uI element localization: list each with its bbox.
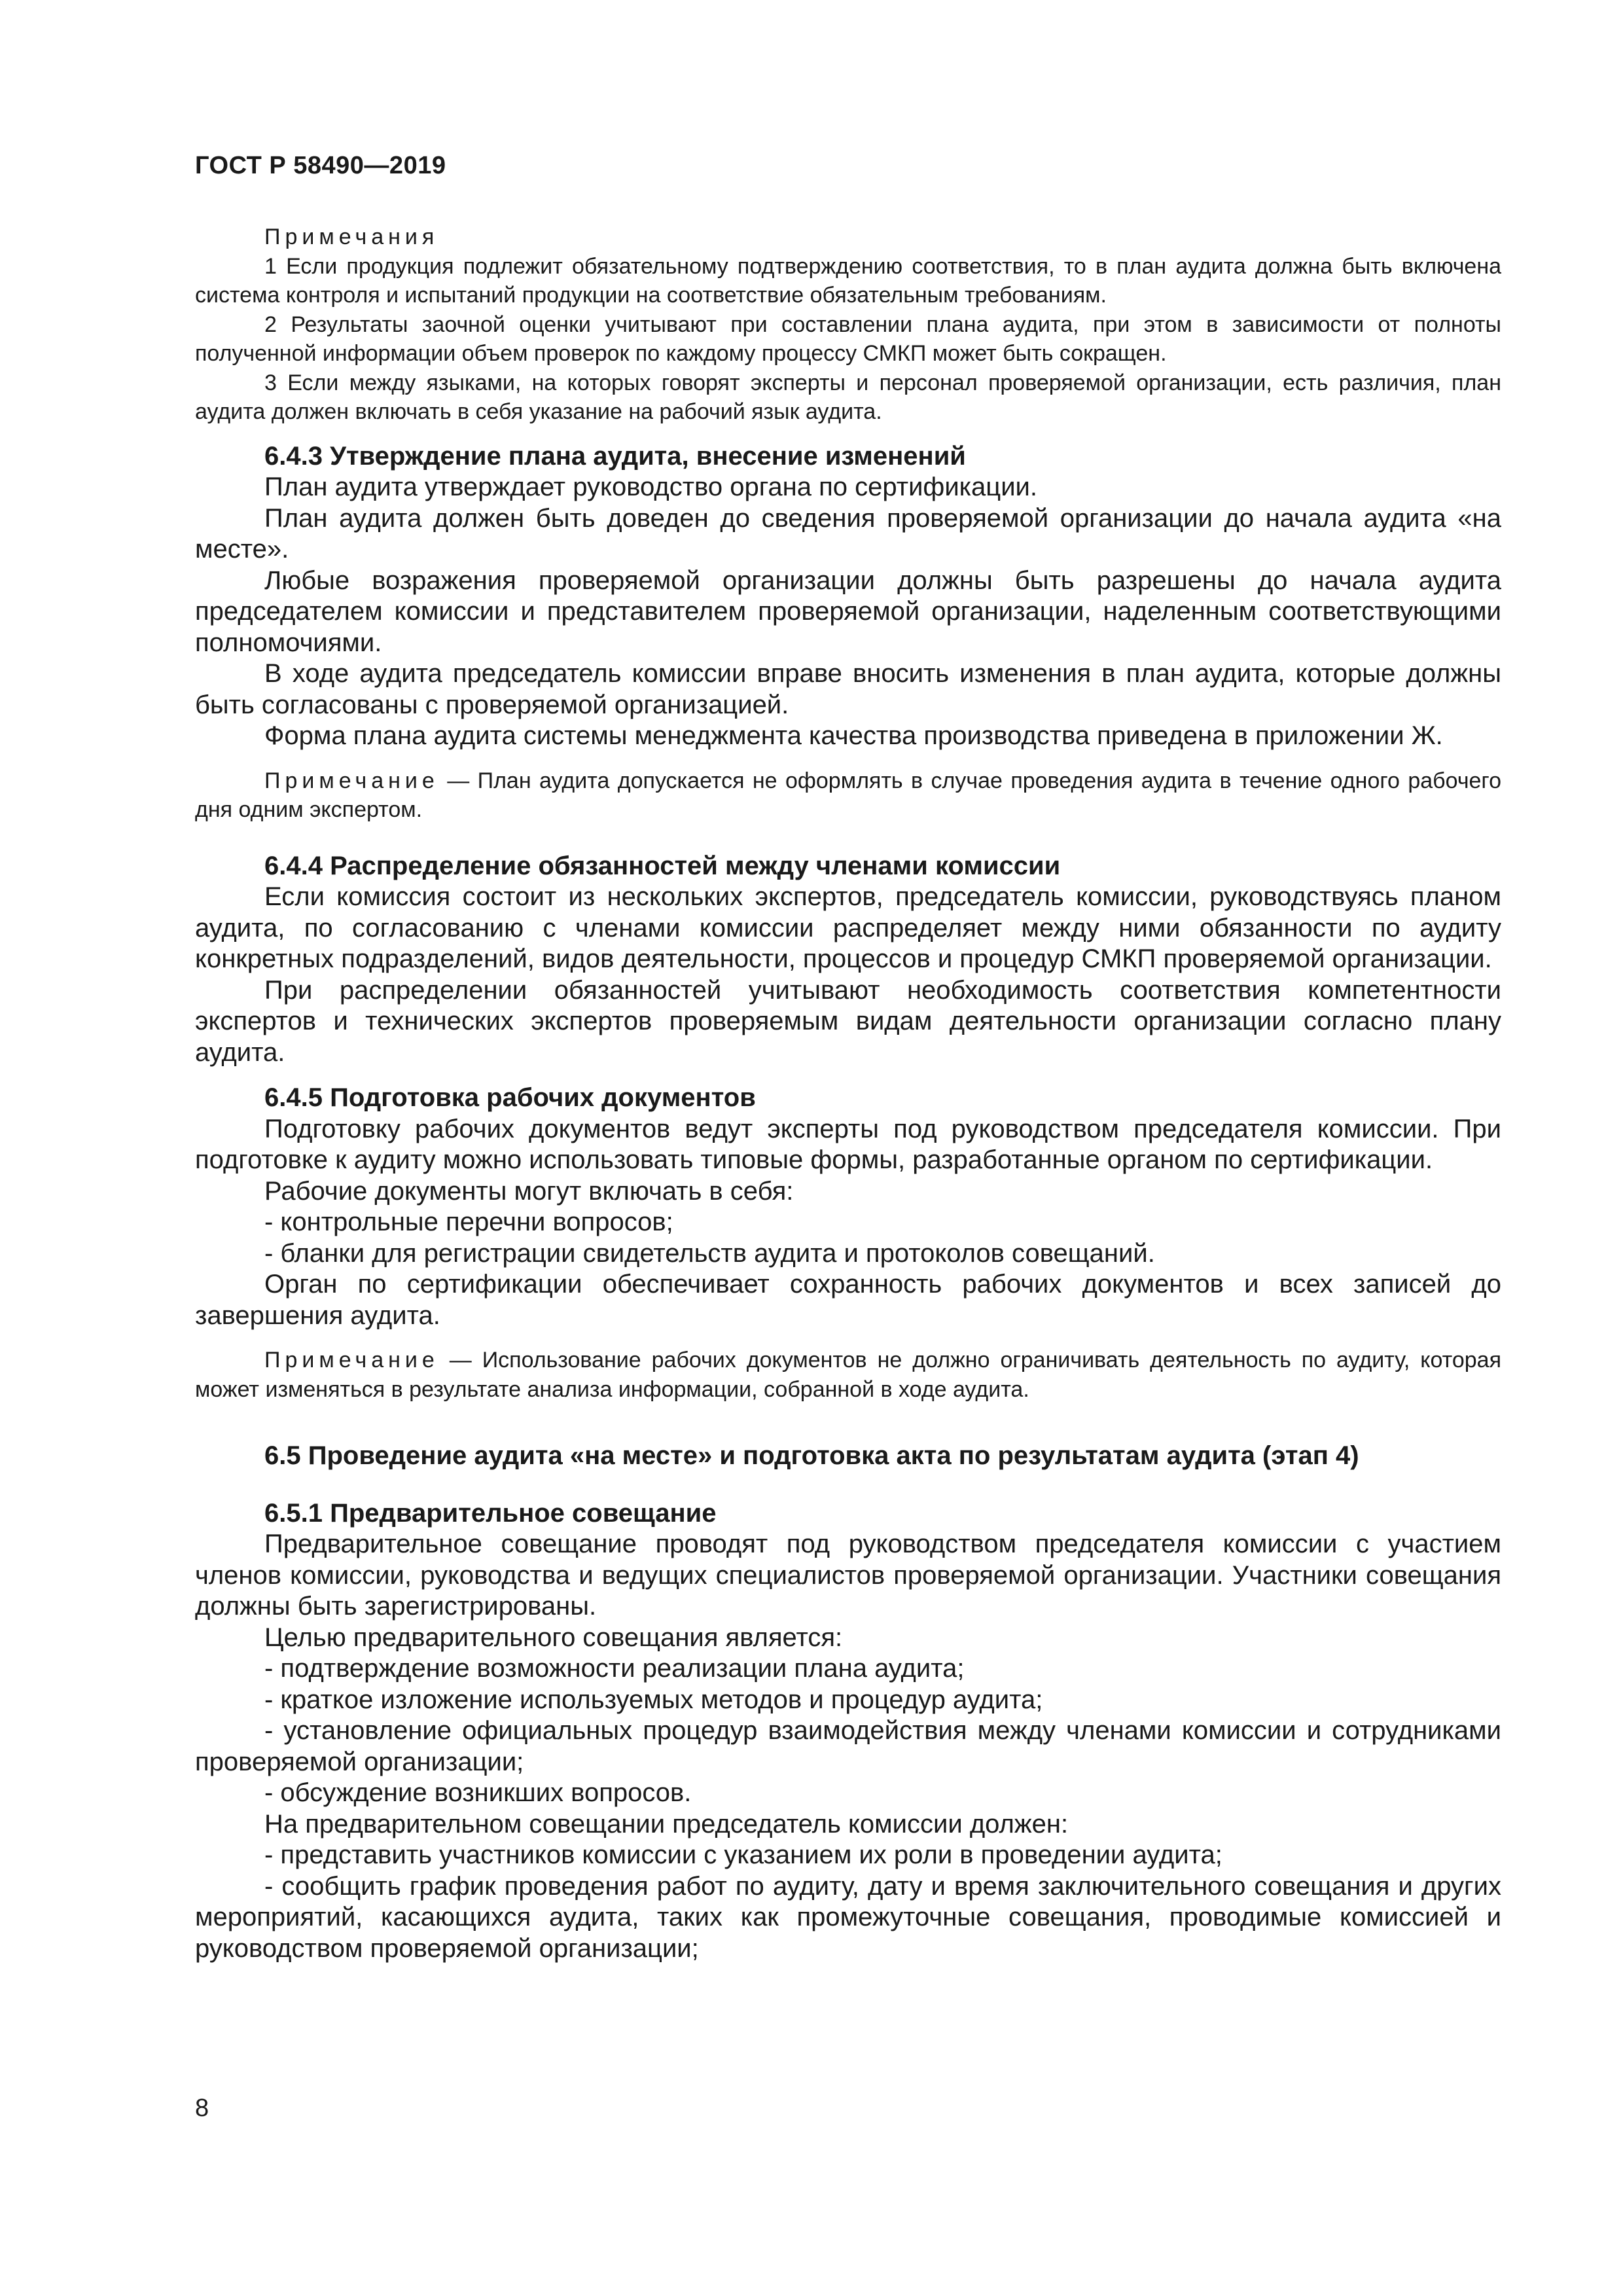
- list-item: - установление официальных процедур взаимодействия между членами комиссии и сотрудниками проверяемой организации;: [195, 1716, 1501, 1776]
- list-item: - бланки для регистрации свидетельств аудита и протоколов совещаний.: [264, 1238, 1155, 1268]
- list-item: - обсуждение возникших вопросов.: [264, 1778, 692, 1807]
- section-heading-6-4-3: 6.4.3 Утверждение плана аудита, внесение изменений: [264, 441, 966, 471]
- paragraph: Любые возражения проверяемой организации должны быть разрешены до начала аудита председателем комиссии и представителем проверяемой организации, наделенным соответствующими полномочиями.: [195, 565, 1501, 657]
- note-6-4-3: Примечание — План аудита допускается не оформлять в случае проведения аудита в течение одного рабочего дня одним экспертом.: [195, 768, 1501, 822]
- note-6-4-5: Примечание — Использование рабочих документов не должно ограничивать деятельность по аудиту, которая может изменяться в результате анализа информации, собранной в ходе аудита.: [195, 1348, 1501, 1402]
- paragraph: Целью предварительного совещания является:: [264, 1623, 843, 1652]
- section-heading-6-4-4: 6.4.4 Распределение обязанностей между членами комиссии: [264, 851, 1061, 880]
- note-item: 1 Если продукция подлежит обязательному подтверждению соответствия, то в план аудита должна быть включена система контроля и испытаний продукции на соответствие обязательным требованиям.: [195, 253, 1501, 308]
- paragraph: При распределении обязанностей учитывают необходимость соответствия компетентности экспертов и технических экспертов проверяемым видам деятельности организации согласно плану аудита.: [195, 975, 1501, 1067]
- paragraph: План аудита утверждает руководство органа по сертификации.: [264, 473, 1037, 501]
- document-header: ГОСТ Р 58490—2019: [195, 152, 446, 179]
- paragraph: Форма плана аудита системы менеджмента качества производства приведена в приложении Ж.: [264, 721, 1443, 750]
- notes-label: Примечания: [264, 224, 439, 249]
- paragraph: Подготовку рабочих документов ведут эксперты под руководством председателя комиссии. При подготовке к аудиту можно использовать типовые формы, разработанные органом по сертификации.: [195, 1114, 1501, 1174]
- page-number: 8: [195, 2094, 209, 2122]
- list-item: - краткое изложение используемых методов и процедур аудита;: [264, 1685, 1043, 1714]
- paragraph: Рабочие документы могут включать в себя:: [264, 1176, 794, 1206]
- section-heading-6-5-1: 6.5.1 Предварительное совещание: [264, 1498, 717, 1528]
- paragraph: На предварительном совещании председатель комиссии должен:: [264, 1809, 1069, 1839]
- section-heading-6-4-5: 6.4.5 Подготовка рабочих документов: [264, 1083, 756, 1112]
- list-item: - контрольные перечни вопросов;: [264, 1208, 673, 1236]
- page-content: [195, 223, 1501, 1964]
- list-item: - представить участников комиссии с указанием их роли в проведении аудита;: [264, 1840, 1222, 1869]
- paragraph: Орган по сертификации обеспечивает сохранность рабочих документов и всех записей до завершения аудита.: [195, 1270, 1501, 1330]
- list-item: - сообщить график проведения работ по аудиту, дату и время заключительного совещания и других мероприятий, касающихся аудита, таких как промежуточные совещания, проводимые комиссией и руководством проверяемой организации;: [195, 1871, 1501, 1963]
- paragraph: План аудита должен быть доведен до сведения проверяемой организации до начала аудита «на месте».: [195, 503, 1501, 564]
- paragraph: В ходе аудита председатель комиссии вправе вносить изменения в план аудита, которые должны быть согласованы с проверяемой организацией.: [195, 659, 1501, 719]
- section-heading-6-5: 6.5 Проведение аудита «на месте» и подготовка акта по результатам аудита (этап 4): [264, 1441, 1359, 1470]
- list-item: - подтверждение возможности реализации плана аудита;: [264, 1654, 965, 1683]
- note-item: 2 Результаты заочной оценки учитывают при составлении плана аудита, при этом в зависимости от полноты полученной информации объем проверок по каждому процессу СМКП может быть сокращен.: [195, 312, 1501, 366]
- note-item: 3 Если между языками, на которых говорят эксперты и персонал проверяемой организации, есть различия, план аудита должен включать в себя указание на рабочий язык аудита.: [195, 370, 1501, 424]
- paragraph: Если комиссия состоит из нескольких экспертов, председатель комиссии, руководствуясь планом аудита, по согласованию с членами комиссии распределяет между ними обязанности по аудиту конкретных подразделений, видов деятельности, процессов и процедур СМКП проверяемой организации.: [195, 882, 1501, 973]
- paragraph: Предварительное совещание проводят под руководством председателя комиссии с участием членов комиссии, руководства и ведущих специалистов проверяемой организации. Участники совещания должны быть зарегистрированы.: [195, 1530, 1501, 1621]
